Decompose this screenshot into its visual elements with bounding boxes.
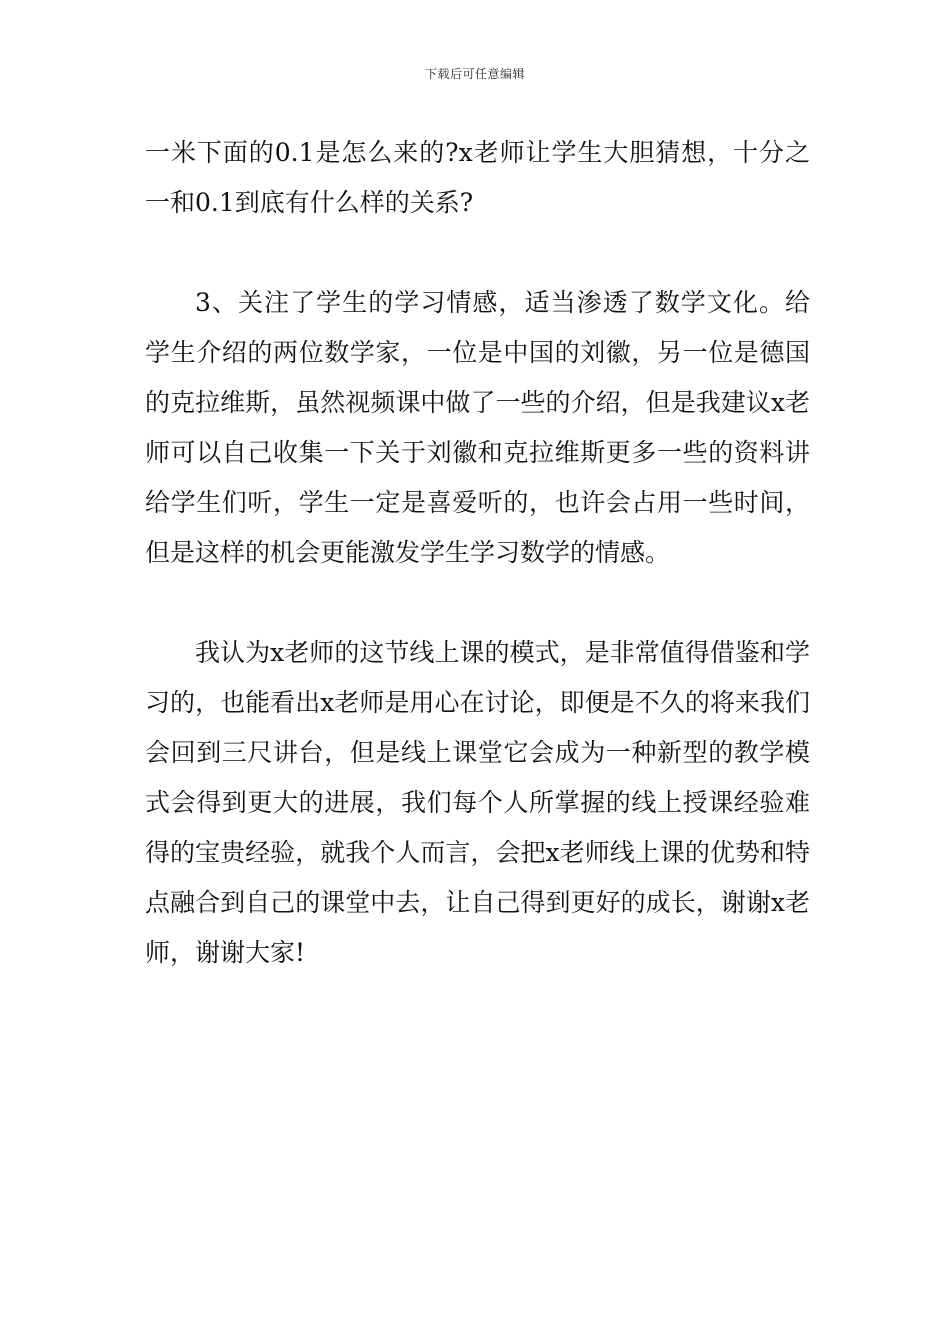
page-header: 下载后可任意编辑 [424, 67, 525, 81]
paragraph-gap [145, 228, 810, 278]
document-body [145, 128, 810, 978]
paragraph-continuation: 一米下面的0.1是怎么来的?x老师让学生大胆猜想，十分之一和0.1到底有什么样的关系? [145, 138, 810, 217]
paragraph-conclusion: 我认为x老师的这节线上课的模式，是非常值得借鉴和学习的，也能看出x老师是用心在讨论，即便是不久的将来我们会回到三尺讲台，但是线上课堂它会成为一种新型的教学模式会得到更大的进展，我们每个人所掌握的线上授课经验难得的宝贵经验，就我个人而言，会把x老师线上课的优势和特点融合到自己的课堂中去，让自己得到更好的成长，谢谢x老师，谢谢大家! [145, 638, 810, 967]
paragraph-math-culture: 3、关注了学生的学习情感，适当渗透了数学文化。给学生介绍的两位数学家，一位是中国的刘徽，另一位是德国的克拉维斯，虽然视频课中做了一些的介绍，但是我建议x老师可以自己收集一下关于刘徽和克拉维斯更多一些的资料讲给学生们听，学生一定是喜爱听的，也许会占用一些时间，但是这样的机会更能激发学生学习数学的情感。 [145, 288, 810, 567]
paragraph-gap [145, 578, 810, 628]
